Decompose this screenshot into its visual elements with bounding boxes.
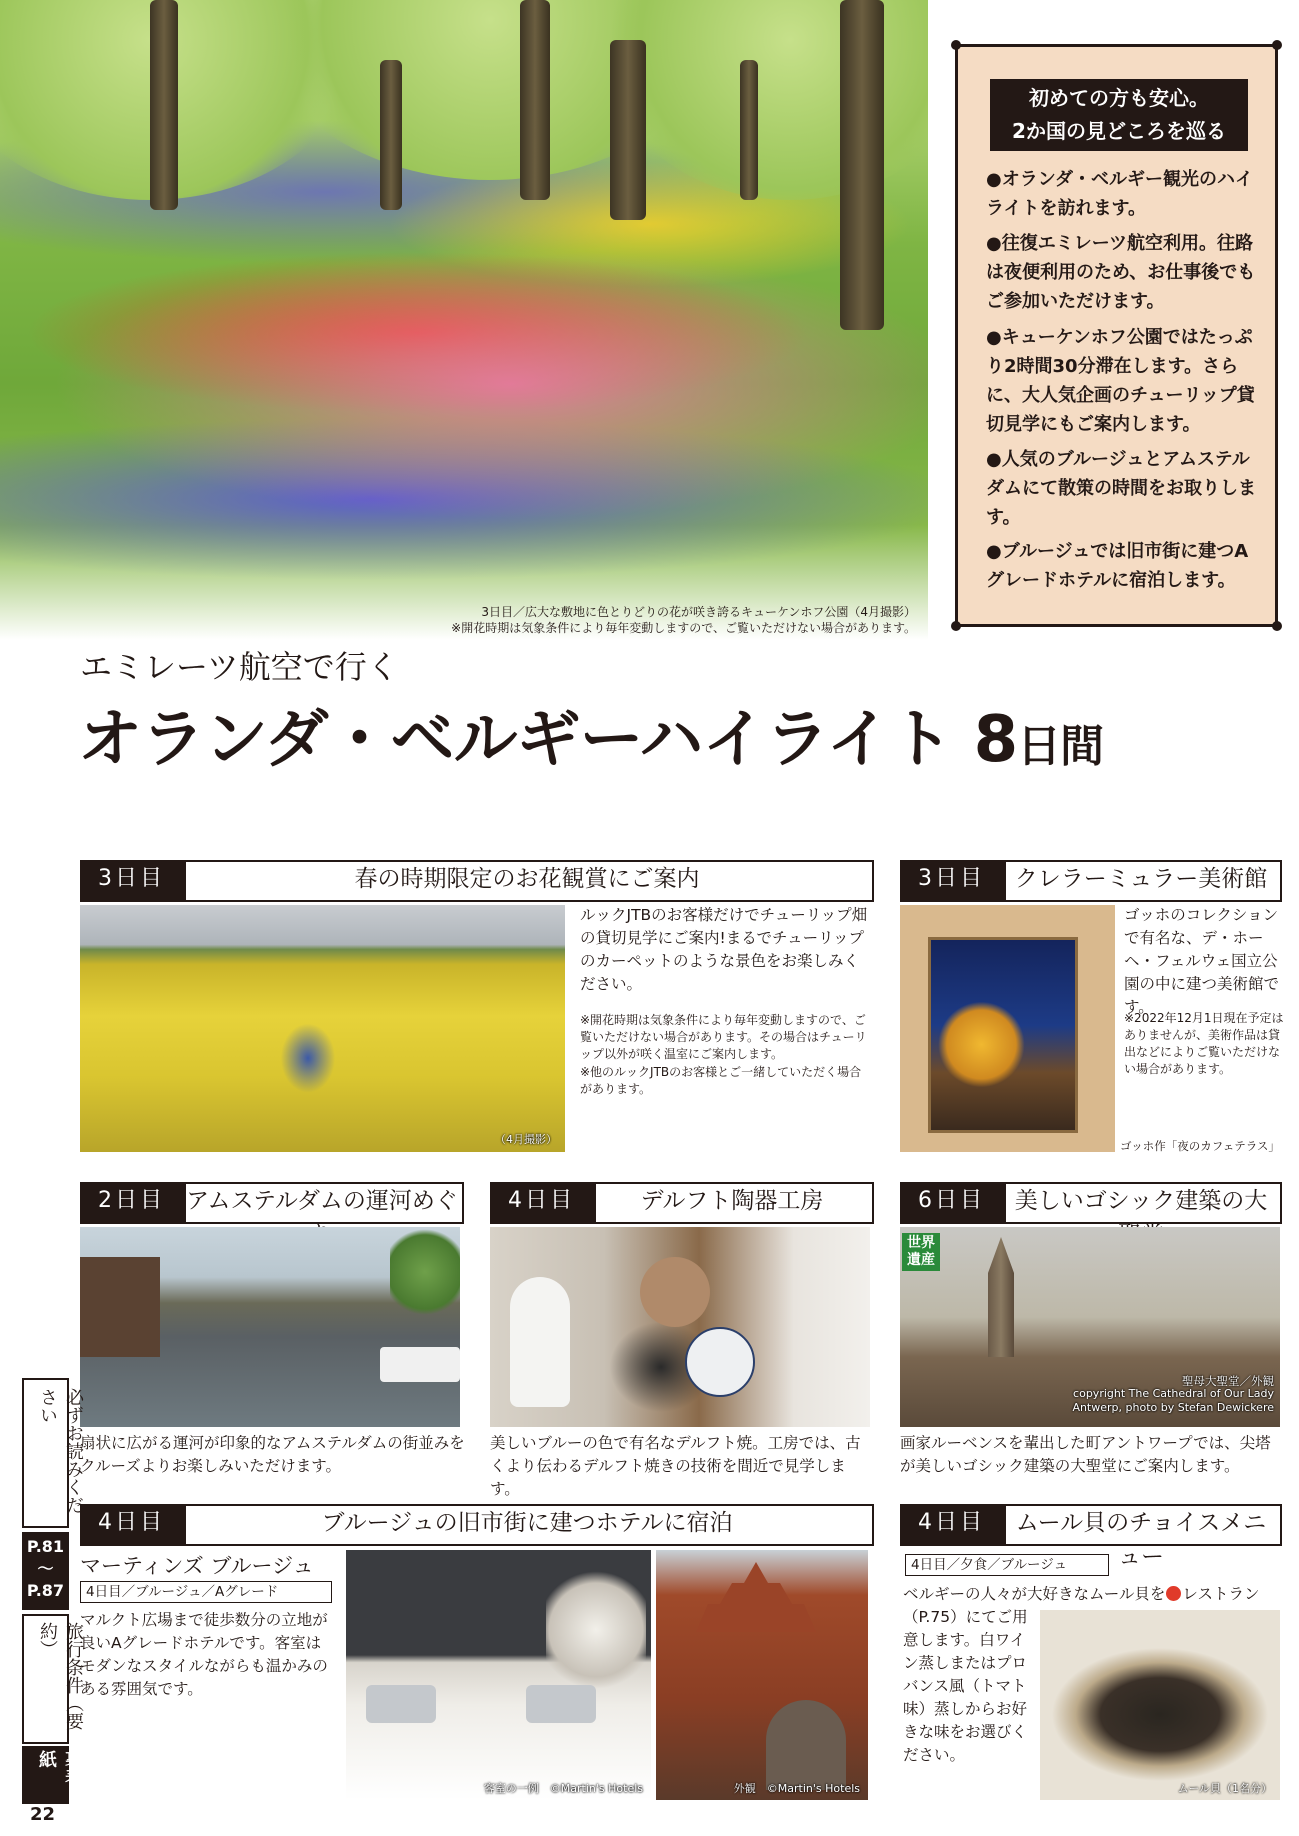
canal-section-header [80, 1182, 464, 1224]
antwerp-cathedral-photo [900, 1227, 1280, 1427]
cathedral-section-header [900, 1182, 1282, 1224]
tulip-body: ルックJTBのお客様だけでチューリップ畑の貸切見学にご案内!まるでチューリップのカーペットのような景色をお楽しみください。 [580, 906, 868, 993]
day-label: 4日目 [902, 1506, 1006, 1544]
section-title: デルフト陶器工房 [640, 1188, 824, 1214]
mussels-body-line1 [903, 1583, 1288, 1606]
mussels-photo [1040, 1610, 1280, 1800]
cathedral-caption-3: Antwerp, photo by Stefan Dewickere [1072, 1401, 1274, 1414]
cathedral-body: 画家ルーベンスを輩出した町アントワープでは、尖塔が美しいゴシック建築の大聖堂にご案内します。 [900, 1434, 1271, 1475]
sidebar-back-cover[interactable] [22, 1746, 83, 1804]
tulip-photo-caption: （4月撮影） [495, 1133, 557, 1146]
highlight-item: ●ブルージュでは旧市街に建つAグレードホテルに宿泊します。 [986, 541, 1249, 591]
hotel-name: マーティンズ ブルージュ [80, 1554, 314, 1578]
day-label: 6日目 [902, 1184, 1006, 1222]
cathedral-caption-2: copyright The Cathedral of Our Lady [1073, 1387, 1274, 1400]
tour-title-main: オランダ・ベルギーハイライト 8 [78, 703, 1018, 777]
page-number: 22 [30, 1804, 56, 1825]
amsterdam-canal-photo [80, 1227, 460, 1427]
cathedral-caption-1: 聖母大聖堂／外観 [1182, 1374, 1274, 1388]
highlights-box [955, 44, 1278, 627]
section-title: 春の時期限定のお花観賞にご案内 [354, 866, 700, 892]
hotel-exterior-caption: 外観 ©Martin's Hotels [733, 1782, 860, 1795]
mussels-body-line1-end: レストラン [1182, 1585, 1260, 1603]
hotel-body: マルクト広場まで徒歩数分の立地が良いAグレードホテルです。客室はモダンなスタイルながらも温かみのある雰囲気です。 [80, 1611, 328, 1698]
highlight-item: ●人気のブルージュとアムステルダムにて散策の時間をお取りします。 [986, 449, 1256, 528]
hotel-tag: 4日目／ブルージュ／Aグレード [80, 1581, 332, 1603]
mussels-photo-caption: ムール貝（1名分） [1177, 1782, 1272, 1795]
day-label: 4日目 [82, 1506, 186, 1544]
mussels-tag: 4日目／夕食／ブルージュ [905, 1554, 1109, 1576]
mussels-body: （P.75）にてご用意します。白ワイン蒸しまたはプロバンス風（トマト味）蒸しからお好きな味をお選びください。 [903, 1608, 1028, 1764]
highlights-heading [990, 79, 1248, 151]
hotel-exterior-photo [656, 1550, 868, 1800]
sidebar-pages-to: P.87 [26, 1581, 65, 1600]
highlight-item: ●オランダ・ベルギー観光のハイライトを訪れます。 [986, 169, 1253, 219]
sidebar-must-read-text: 必ずお読みください [37, 1388, 84, 1514]
hotel-room-photo [346, 1550, 651, 1800]
highlights-heading-line2: 2か国の見どころを巡る [1012, 119, 1226, 143]
hero-caption-2: ※開花時期は気象条件により毎年変動しますので、ご覧いただけない場合があります。 [451, 621, 916, 635]
delft-body: 美しいブルーの色で有名なデルフト焼。工房では、古くより伝わるデルフト焼きの技術を間近で見学します。 [490, 1434, 861, 1498]
sidebar-page-range[interactable] [22, 1532, 69, 1610]
highlights-heading-line1: 初めての方も安心。 [1029, 86, 1209, 110]
restaurant-icon [1166, 1586, 1181, 1601]
highlight-item: ●キューケンホフ公園ではたっぷり2時間30分滞在します。さらに、大人気企画のチューリップ貸切見学にもご案内します。 [986, 327, 1255, 435]
tulip-note-1: ※開花時期は気象条件により毎年変動しますので、ご覧いただけない場合があります。その場合はチューリップ以外が咲く温室にご案内します。 [580, 1013, 867, 1061]
sidebar-pages-tilde: 〜 [37, 1559, 54, 1578]
section-title: ブルージュの旧市街に建つホテルに宿泊 [321, 1510, 733, 1536]
mussels-body-line1-text: ベルギーの人々が大好きなムール貝を [903, 1585, 1166, 1603]
museum-section-header [900, 860, 1282, 902]
day-label: 2日目 [82, 1184, 186, 1222]
world-heritage-badge: 世界遺産 [902, 1233, 940, 1271]
day-label: 3日目 [82, 862, 186, 900]
tour-title-suffix: 日間 [1017, 721, 1104, 772]
sidebar-pages-from: P.81 [26, 1537, 65, 1556]
day-label: 4日目 [492, 1184, 596, 1222]
museum-photo-caption: ゴッホ作「夜のカフェテラス」 [1120, 1139, 1280, 1153]
tour-subtitle: エミレーツ航空で行く [80, 648, 399, 686]
tulip-field-photo [80, 905, 565, 1152]
delft-pottery-photo [490, 1227, 870, 1427]
tulip-note-2: ※他のルックJTBのお客様とご一緒していただく場合があります。 [580, 1065, 862, 1096]
keukenhof-hero-photo [0, 0, 928, 640]
cafe-terrace-painting-photo [900, 905, 1115, 1152]
sidebar-conditions [22, 1614, 84, 1744]
hero-caption-1: 3日目／広大な敷地に色とりどりの花が咲き誇るキューケンホフ公園（4月撮影） [481, 605, 916, 619]
hotel-room-caption: 客室の一例 ©Martin's Hotels [483, 1782, 643, 1795]
sidebar-conditions-text: 旅行条件（要約） [37, 1622, 84, 1730]
highlight-item: ●往復エミレーツ航空利用。往路は夜便利用のため、お仕事後でもご参加いただけます。 [986, 233, 1256, 312]
section-title: クレラーミュラー美術館 [1014, 866, 1268, 892]
section-title: ムール貝のチョイスメニュー [1015, 1510, 1267, 1570]
museum-body: ゴッホのコレクションで有名な、デ・ホーヘ・フェルウェ国立公園の中に建つ美術館です。 [1124, 906, 1280, 1016]
museum-note: ※2022年12月1日現在予定はありませんが、美術作品は貸出などによりご覧いただけない場合があります。 [1124, 1011, 1284, 1076]
delft-section-header [490, 1182, 874, 1224]
tulip-section-header [80, 860, 874, 902]
day-label: 3日目 [902, 862, 1006, 900]
section-title: アムステルダムの運河めぐ [186, 1188, 458, 1214]
tour-title [78, 688, 1103, 780]
canal-body: 扇状に広がる運河が印象的なアムステルダムの街並みをクルーズよりお楽しみいただけます。 [80, 1434, 465, 1475]
section-title: 美しいゴシック建築の大 [1014, 1188, 1268, 1214]
hotel-section-header [80, 1504, 874, 1546]
sidebar-must-read [22, 1378, 84, 1528]
sidebar-back-cover-text: 裏表紙 [36, 1750, 83, 1786]
